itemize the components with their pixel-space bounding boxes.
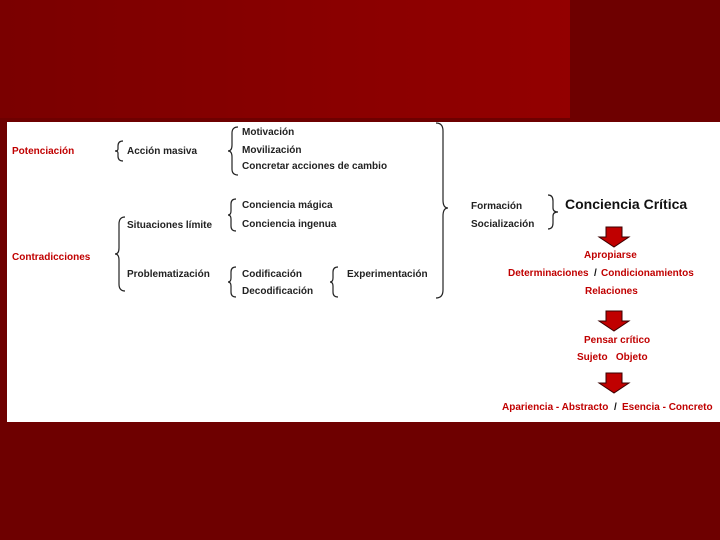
down-arrow-icon bbox=[597, 226, 631, 248]
bracket-problematizacion bbox=[227, 266, 237, 298]
label-determinaciones: Determinaciones bbox=[508, 268, 589, 279]
label-problematizacion: Problematización bbox=[127, 269, 210, 280]
bracket-contradicciones bbox=[114, 216, 126, 292]
bracket-situaciones bbox=[227, 198, 237, 232]
label-relaciones: Relaciones bbox=[585, 286, 638, 297]
bracket-accion-masiva bbox=[227, 126, 239, 176]
label-motivacion: Motivación bbox=[242, 127, 295, 138]
label-formacion: Formación bbox=[471, 201, 523, 212]
label-potenciacion: Potenciación bbox=[12, 146, 75, 157]
label-conciencia-ingenua: Conciencia ingenua bbox=[242, 219, 337, 230]
down-arrow-icon bbox=[597, 372, 631, 394]
label-decodificacion: Decodificación bbox=[242, 286, 314, 297]
bracket-potenciacion bbox=[114, 140, 124, 162]
label-movilizacion: Movilización bbox=[242, 145, 302, 156]
label-esencia-concreto: Esencia - Concreto bbox=[622, 402, 713, 413]
diagram-panel bbox=[7, 122, 720, 422]
bracket-codificacion bbox=[329, 266, 339, 298]
down-arrow-icon bbox=[597, 310, 631, 332]
label-situaciones-limite: Situaciones límite bbox=[127, 220, 213, 231]
label-pensar-critico: Pensar crítico bbox=[584, 335, 651, 346]
title-highlight-band bbox=[0, 0, 570, 118]
label-codificacion: Codificación bbox=[242, 269, 303, 280]
label-conciencia-critica: Conciencia Crítica bbox=[565, 196, 688, 212]
label-apariencia-abstracto: Apariencia - Abstracto bbox=[502, 402, 609, 413]
label-apropiarse: Apropiarse bbox=[584, 250, 637, 261]
slash-separator: / bbox=[614, 402, 617, 413]
label-experimentacion: Experimentación bbox=[347, 269, 428, 280]
slash-separator: / bbox=[594, 268, 597, 279]
label-concretar-acciones: Concretar acciones de cambio bbox=[242, 161, 388, 172]
label-accion-masiva: Acción masiva bbox=[127, 146, 198, 157]
label-condicionamientos: Condicionamientos bbox=[601, 268, 694, 279]
bracket-closing-main bbox=[435, 122, 449, 300]
label-sujeto-objeto: Sujeto Objeto bbox=[577, 352, 648, 363]
label-contradicciones: Contradicciones bbox=[12, 252, 91, 263]
label-socializacion: Socialización bbox=[471, 219, 535, 230]
label-conciencia-magica: Conciencia mágica bbox=[242, 200, 333, 211]
bracket-formacion bbox=[547, 194, 559, 230]
